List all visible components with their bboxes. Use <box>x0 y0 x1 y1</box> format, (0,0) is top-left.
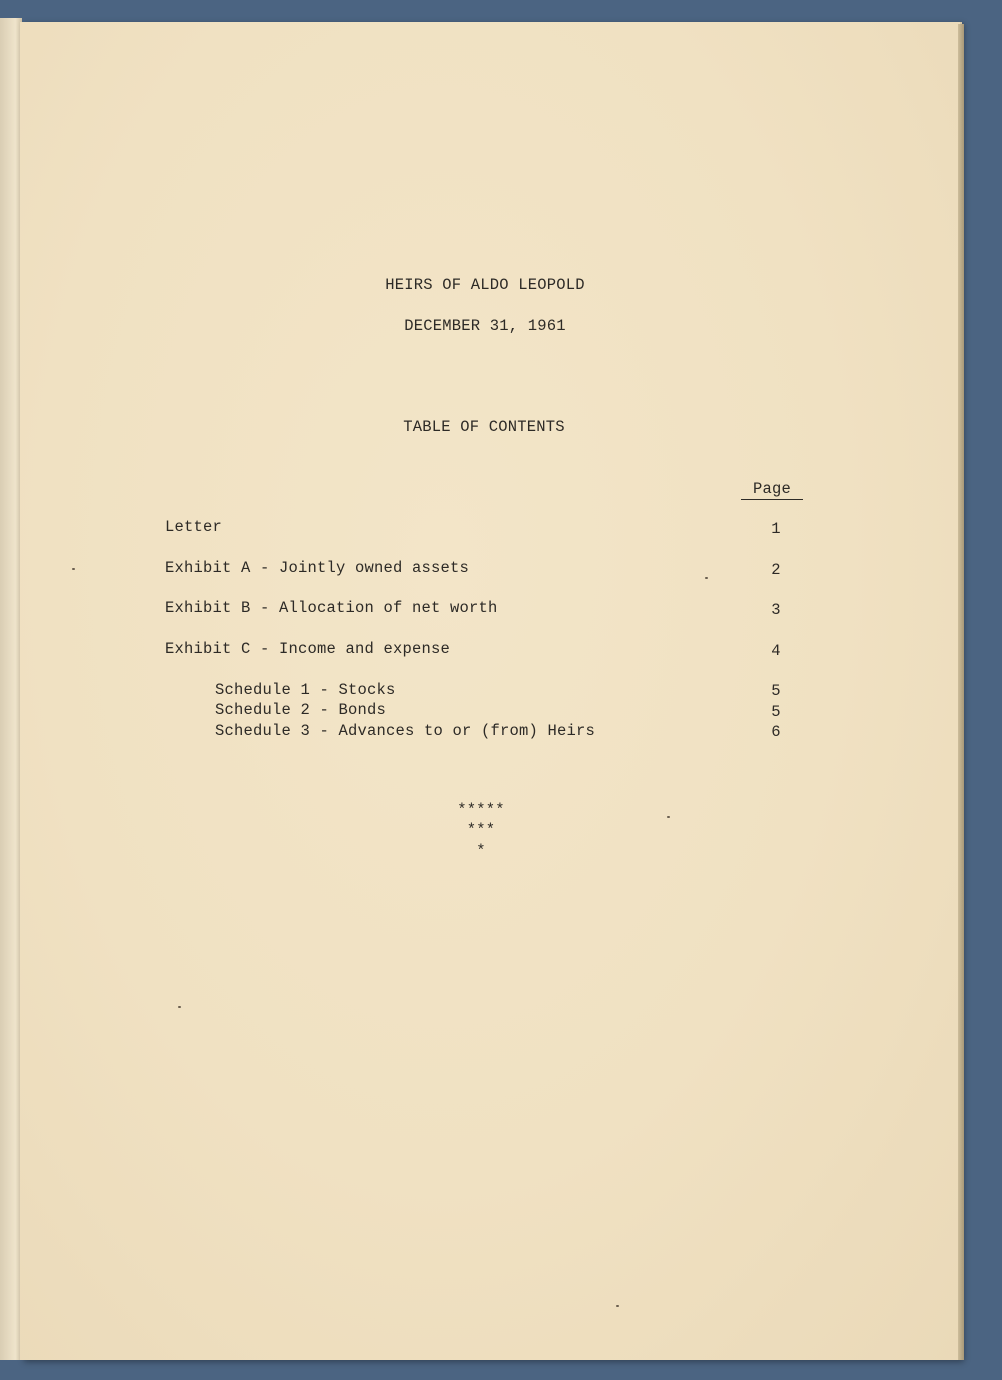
paper-speck <box>178 1006 181 1008</box>
document-title: HEIRS OF ALDO LEOPOLD <box>385 276 585 294</box>
entry-page: 1 <box>771 520 781 538</box>
paper-speck <box>72 568 75 570</box>
entry-page: 3 <box>771 601 781 619</box>
entry-label: Exhibit B - Allocation of net worth <box>165 599 498 617</box>
paper-speck <box>616 1305 619 1307</box>
page-column-header: Page <box>741 480 803 500</box>
schedule-page: 5 <box>771 682 781 700</box>
entry-label: Exhibit C - Income and expense <box>165 640 451 658</box>
schedule-label: Schedule 1 - Stocks <box>215 681 396 699</box>
entry-label: Letter <box>165 518 223 536</box>
entry-label: Exhibit A - Jointly owned assets <box>165 559 470 577</box>
paper-speck <box>705 577 708 579</box>
document-page <box>20 22 960 1360</box>
paper-speck <box>667 816 670 818</box>
schedule-label: Schedule 2 - Bonds <box>215 701 387 719</box>
schedule-page: 6 <box>771 723 781 741</box>
entry-page: 4 <box>771 642 781 660</box>
ornament-line: ***** <box>457 801 505 819</box>
section-heading: TABLE OF CONTENTS <box>403 418 565 436</box>
ornament-line: *** <box>466 821 496 839</box>
ornament-line: * <box>476 842 486 860</box>
document-date: DECEMBER 31, 1961 <box>404 317 566 335</box>
page-right-edge <box>958 24 964 1360</box>
entry-page: 2 <box>771 561 781 579</box>
facing-page-edge <box>0 18 22 1360</box>
schedule-label: Schedule 3 - Advances to or (from) Heirs <box>215 722 596 740</box>
schedule-page: 5 <box>771 703 781 721</box>
